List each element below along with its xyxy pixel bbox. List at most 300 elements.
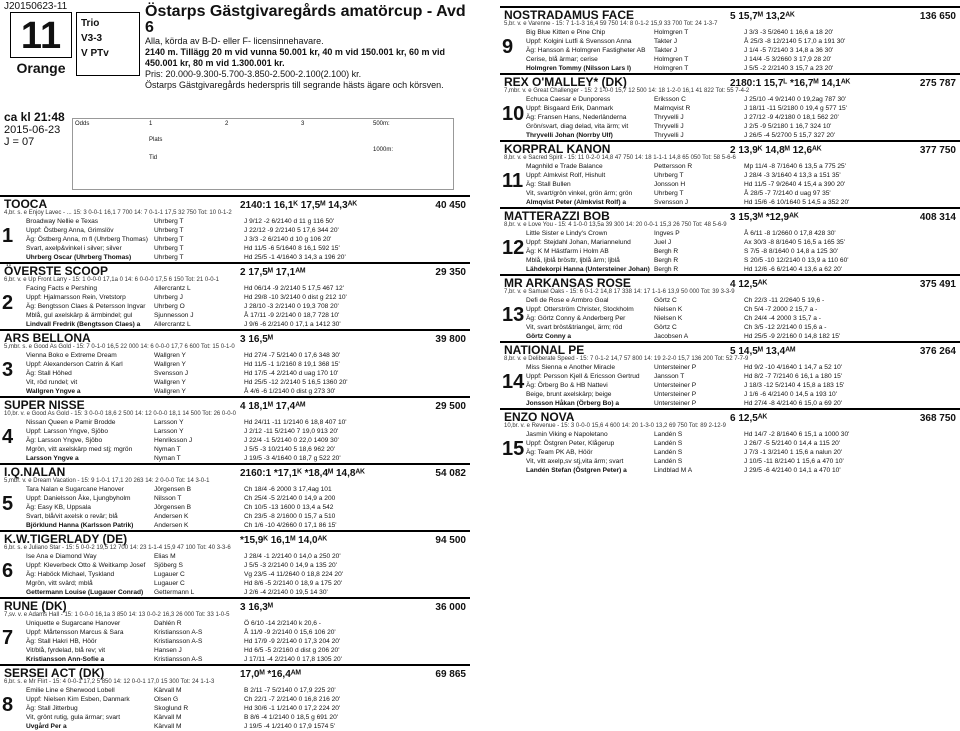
run-driver: Jansson T	[654, 373, 685, 380]
run-owner: Holmgren Tommy (Nilsson Lars I)	[526, 65, 632, 72]
run-owner: Almqvist Peter (Almkvist Rolf) a	[526, 199, 627, 206]
run-driver: Jacobsen A	[654, 333, 689, 340]
horse-record: 4 12,5ᴬᴷ	[730, 279, 768, 290]
plats-label: Plats	[149, 137, 163, 143]
run-driver: Ingves P	[654, 230, 680, 237]
run-info: J 26/7 -5 5/2140 0 14,4 a 115 20'	[744, 440, 841, 447]
run-driver: Holmgren T	[654, 56, 689, 63]
run-info: J 3/3 -2 6/2140 d 10 g 106 20'	[244, 236, 332, 243]
run-info: J 18/11 -11 5/2180 0 19,4 g 577 15'	[744, 105, 847, 112]
horse-pedigree: 5,br. v. e Varenne - 15: 7 1-1-3 16,4 59 750 14: 8 0-1-2 15,9 33 700 Tot: 24 1-3-7	[504, 21, 718, 27]
run-driver: Dahlén R	[154, 620, 182, 627]
run-info: Hd 30/6 -1 1/2140 0 17,2 224 20'	[244, 705, 341, 712]
m1000-label: 1000m:	[373, 147, 394, 153]
run-row	[504, 95, 960, 104]
odds-col-2: 2	[225, 121, 229, 127]
run-driver: Olsen G	[154, 696, 179, 703]
horse-header	[0, 396, 470, 410]
horse-entry	[500, 408, 960, 475]
horse-runs	[0, 619, 470, 664]
run-row	[4, 503, 470, 512]
horse-number: 8	[2, 694, 14, 716]
run-info: Hd 8/6 -5 2/2140 0 18,9 a 175 20'	[244, 580, 343, 587]
run-info: J 25/10 -4 9/2140 0 19,2ag 787 30'	[744, 96, 847, 103]
run-info: J 5/5 -2 2/2140 3 15,7 a 23 20'	[744, 65, 834, 72]
race-type-1: Trio	[81, 18, 100, 29]
run-info: Hd 8/2 -7 7/2140 6 16,1 a 180 15'	[744, 373, 843, 380]
start-time	[4, 110, 65, 148]
run-owner: Emilie Line e Sherwood Lobell	[26, 687, 115, 694]
horse-earnings: 94 500	[435, 535, 466, 546]
run-driver: Uhrberg T	[154, 254, 184, 261]
run-owner: Uppf: Alexanderson Catrin & Karl	[26, 361, 123, 368]
run-owner: Uppf: Kolgini Lutfi & Svensson Anna	[526, 38, 632, 45]
horse-entry	[0, 530, 470, 597]
run-row	[4, 293, 470, 302]
run-row	[4, 387, 470, 396]
run-owner: Tara Nalan e Sugarcane Hanover	[26, 486, 124, 493]
run-driver: Skoglund R	[154, 705, 189, 712]
run-row	[4, 226, 470, 235]
run-driver: Juel J	[654, 239, 672, 246]
run-owner: Uppf: Persson Kjell & Ericsson Gertrud	[526, 373, 640, 380]
run-info: J 19/5 -4 1/2140 0 17,9 1574 5'	[244, 723, 336, 730]
run-info: S 20/5 -10 12/2140 0 13,9 a 110 60'	[744, 257, 849, 264]
horse-earnings: 54 082	[435, 468, 466, 479]
horse-runs	[500, 229, 960, 274]
run-info: J 26/5 -4 5/2700 5 15,7 327 20'	[744, 132, 836, 139]
horse-entry	[0, 463, 470, 530]
run-row	[4, 311, 470, 320]
tid-label: Tid	[149, 155, 158, 161]
horse-name: ÖVERSTE SCOOP	[4, 264, 109, 278]
run-driver: Sjunnesson J	[154, 312, 194, 319]
run-owner: Jasmin Viking e Napoletano	[526, 431, 608, 438]
run-driver: Thryvelli J	[654, 132, 684, 139]
run-info: Ch 25/4 -5 2/2140 0 14,9 a 200	[244, 495, 336, 502]
horse-runs	[0, 552, 470, 597]
horse-earnings: 377 750	[919, 145, 956, 156]
run-info: J 14/4 -5 3/2660 3 17,9 28 20'	[744, 56, 832, 63]
horse-record: 2140:1 16,1ᴷ 17,5ᴹ 14,3ᴬᴷ	[240, 200, 358, 211]
horse-record: 2 17,5ᴹ 17,1ᴬᴹ	[240, 267, 306, 278]
horse-earnings: 69 865	[435, 669, 466, 680]
run-driver: Lugauer C	[154, 580, 185, 587]
run-row	[4, 445, 470, 454]
horse-name: NATIONAL PE	[504, 343, 585, 357]
run-owner: Big Blue Kitten e Pine Chip	[526, 29, 606, 36]
run-owner: Uppf: Larsson Yngve, Sjöbo	[26, 428, 108, 435]
run-driver: Untersteiner P	[654, 400, 697, 407]
horse-number: 11	[502, 170, 524, 192]
run-row	[4, 244, 470, 253]
run-driver: Görtz C	[654, 324, 677, 331]
run-row	[4, 235, 470, 244]
run-owner: Björklund Hanna (Karlsson Patrik)	[26, 522, 134, 529]
run-owner: Uppf: Kleverbeck Otto & Weitkamp Josef	[26, 562, 146, 569]
horse-pedigree: 6,br. v. e Up Front Larry - 15: 1 0-0-0 17,1a 0 14: 6 0-0-0 17,5 6 150 Tot: 21 0-0-1	[4, 277, 219, 283]
run-owner: Landén Stefan (Östgren Peter) a	[526, 467, 627, 474]
run-info: Ch 1/6 -10 4/2660 0 17,1 86 15'	[244, 522, 337, 529]
run-driver: Untersteiner P	[654, 364, 697, 371]
run-owner: Mgrön, vitt svärd; mblå	[26, 580, 93, 587]
run-row	[4, 588, 470, 597]
race-color: Orange	[16, 60, 66, 76]
horse-pedigree: 10,br. v. e Revenue - 15: 3 0-0-0 15,6 4 600 14: 20 1-3-0 13,2 69 750 Tot: 89 2-12-9	[504, 423, 726, 429]
run-driver: Uhrberg T	[654, 190, 684, 197]
run-owner: Uppf: Bisgaard Erik, Danmark	[526, 105, 614, 112]
race-line: Alla, körda av B-D- eller F- licensinnehavare.	[145, 36, 324, 46]
run-driver: Takter J	[654, 38, 678, 45]
run-info: J 28/4 -3 3/1640 4 13,3 a 151 35'	[744, 172, 841, 179]
horse-record: 5 15,7ᴹ 13,2ᴬᴷ	[730, 11, 795, 22]
run-owner: Cerise, blå ärmar; cerise	[526, 56, 598, 63]
run-row	[504, 430, 960, 439]
run-owner: Lindvall Fredrik (Bengtsson Claes) a	[26, 321, 141, 328]
run-info: Hd 11/5 -6 5/1640 8 16,1 592 15'	[244, 245, 340, 252]
run-info: Hd 9/2 -10 4/1640 1 14,7 a 52 10'	[744, 364, 843, 371]
run-row	[504, 162, 960, 171]
horse-number: 5	[2, 493, 14, 515]
run-row	[504, 381, 960, 390]
run-driver: Kärvall M	[154, 714, 182, 721]
run-driver: Kärvall M	[154, 687, 182, 694]
horse-earnings: 136 650	[919, 11, 956, 22]
run-info: Ch 18/4 -6 2000 3 17,4ag 101	[244, 486, 332, 493]
run-owner: Magnhild e Trade Balance	[526, 163, 603, 170]
run-driver: Elias M	[154, 553, 176, 560]
run-info: Hd 17/9 -9 2/2140 0 17,3 204 20'	[244, 638, 341, 645]
run-owner: Gettermann Louise (Lugauer Conrad)	[26, 589, 144, 596]
run-row	[4, 485, 470, 494]
race-line: Östarps Gästgivaregårds hederspris till segrande hästs ägare och körsven.	[145, 80, 444, 90]
run-owner: Ise Ana e Diamond Way	[26, 553, 97, 560]
run-info: J 18/3 -12 5/2140 4 15,8 a 183 15'	[744, 382, 845, 389]
run-driver: Kärvall M	[154, 723, 182, 730]
run-row	[504, 104, 960, 113]
run-driver: Uhrberg J	[154, 294, 183, 301]
run-row	[4, 427, 470, 436]
run-row	[504, 399, 960, 408]
horse-earnings: 376 264	[919, 346, 956, 357]
run-info: J 22/4 -1 5/2140 0 22,0 1409 30'	[244, 437, 339, 444]
run-info: J 19/5 -3 4/1640 0 18,7 g 522 20'	[244, 455, 341, 462]
run-row	[4, 722, 470, 731]
horse-header	[0, 195, 470, 209]
run-driver: Gettermann L	[154, 589, 195, 596]
run-row	[504, 305, 960, 314]
run-info: J 28/4 -1 2/2140 0 14,0 a 250 20'	[244, 553, 341, 560]
odds-label: Odds	[75, 121, 90, 127]
run-driver: Lindblad M A	[654, 467, 693, 474]
run-info: Hd 25/5 -1 4/1640 3 14,3 a 196 20'	[244, 254, 346, 261]
run-info: Hd 27/4 -8 4/2140 6 15,0 a 69 20'	[744, 400, 843, 407]
horse-pedigree: 7,br. v. e Samuel Oaks - 15: 6 0-1-2 14,8 17 338 14: 17 1-1-6 13,9 50 000 Tot: 39 3-3-9	[504, 289, 735, 295]
horse-name: RUNE (DK)	[4, 599, 67, 613]
horse-runs	[0, 485, 470, 530]
horse-pedigree: 8,br. v. e Deliberate Speed - 15: 7 0-1-2 14,7 57 800 14: 19 2-2-0 15,7 136 200 Tot: 52 7-7-9	[504, 356, 749, 362]
run-info: Å 4/6 -6 1/2140 0 dist g 273 30'	[244, 388, 336, 395]
horse-name: MATTERAZZI BOB	[504, 209, 610, 223]
run-row	[504, 113, 960, 122]
run-owner: Broadway Nellie e Texas	[26, 218, 99, 225]
run-driver: Uhrberg T	[654, 172, 684, 179]
horse-entry	[500, 6, 960, 73]
horse-record: *15,9ᴷ 16,1ᴹ 14,0ᴬᴷ	[240, 535, 328, 546]
run-row	[504, 131, 960, 140]
run-driver: Kristiansson A-S	[154, 638, 203, 645]
run-info: Ö 6/10 -14 2/2140 k 20,6 -	[244, 620, 321, 627]
race-type-box	[76, 12, 140, 76]
run-row	[4, 686, 470, 695]
run-info: Hd 6/5 -5 2/2160 d dist g 206 20'	[244, 647, 340, 654]
horse-name: KORPRAL KANON	[504, 142, 611, 156]
horse-runs	[500, 95, 960, 140]
horse-header	[500, 73, 960, 87]
odds-col-3: 3	[301, 121, 305, 127]
odds-grid	[72, 118, 454, 190]
run-row	[4, 494, 470, 503]
run-owner: Uppf: Almkvist Rolf, Hishult	[526, 172, 606, 179]
horse-pedigree: 10,br. v. e Good As Gold - 15: 3 0-0-0 18,6 2 500 14: 12 0-0-0 18,1 14 500 Tot: 26 0-0-0	[4, 411, 236, 417]
horse-runs	[0, 686, 470, 731]
run-owner: Äg: Stall Höhed	[26, 370, 72, 377]
horse-earnings: 36 000	[435, 602, 466, 613]
run-driver: Eriksson C	[654, 96, 686, 103]
run-row	[4, 320, 470, 329]
run-owner: Äg: Larsson Yngve, Sjöbo	[26, 437, 103, 444]
horse-header	[500, 6, 960, 20]
run-driver: Uhrberg T	[154, 236, 184, 243]
horse-header	[0, 597, 470, 611]
run-row	[4, 217, 470, 226]
horse-number: 15	[502, 438, 525, 460]
horse-number: 10	[502, 103, 525, 125]
horse-earnings: 275 787	[919, 78, 956, 89]
run-owner: Lähdekorpi Hanna (Untersteiner Johan)	[526, 266, 650, 273]
run-row	[4, 436, 470, 445]
horse-earnings: 368 750	[919, 413, 956, 424]
run-driver: Jonsson H	[654, 181, 686, 188]
run-info: Hd 14/7 -2 8/1640 6 15,1 a 1000 30'	[744, 431, 850, 438]
horse-record: 3 16,3ᴹ	[240, 602, 273, 613]
run-owner: Vit, grönt rutig, gula ärmar; svart	[26, 714, 121, 721]
run-row	[504, 198, 960, 207]
horse-entry	[0, 262, 470, 329]
horse-entry	[0, 195, 470, 262]
run-owner: Grön/svart, diag delad, vita ärm; vit	[526, 123, 629, 130]
run-owner: Vienna Boko e Extreme Dream	[26, 352, 117, 359]
race-type-3: V PTv	[81, 48, 109, 59]
run-owner: Uppf: Nielsen Kim Esben, Danmark	[26, 696, 130, 703]
run-owner: Beige, brunt axelskärp; beige	[526, 391, 612, 398]
horse-number: 3	[2, 359, 14, 381]
horse-runs	[0, 217, 470, 262]
run-row	[504, 247, 960, 256]
run-owner: Svart, axelp&vinkel i silver; silver	[26, 245, 122, 252]
run-driver: Sjöberg S	[154, 562, 183, 569]
run-row	[4, 579, 470, 588]
run-owner: Facing Facts e Pershing	[26, 285, 98, 292]
run-driver: Wallgren Y	[154, 379, 186, 386]
run-info: B 2/11 -7 5/2140 0 17,9 225 20'	[244, 687, 336, 694]
run-owner: Uhrberg Oscar (Uhrberg Thomas)	[26, 254, 132, 261]
run-driver: Bergh R	[654, 248, 679, 255]
horse-earnings: 408 314	[919, 212, 956, 223]
run-info: J 3/3 -3 5/2640 1 16,6 a 18 20'	[744, 29, 834, 36]
run-driver: Untersteiner P	[654, 391, 697, 398]
horse-record: 3 16,5ᴹ	[240, 334, 273, 345]
horse-pedigree: 7,mbr. v. e Great Challenger - 15: 2 1-0-0 15,7 12 500 14: 18 1-2-0 16,1 41 822 Tot: 55 7-4-2	[504, 88, 750, 94]
run-row	[4, 637, 470, 646]
run-owner: Mblå, gul axelskärp & ärmbindel; gul	[26, 312, 133, 319]
run-driver: Untersteiner P	[654, 382, 697, 389]
run-driver: Takter J	[654, 47, 678, 54]
run-row	[504, 55, 960, 64]
run-owner: Uppf: Östberg Anna, Grimslöv	[26, 227, 114, 234]
run-info: J 5/5 -3 10/2140 5 18,6 962 20'	[244, 446, 336, 453]
run-owner: Svart, blå/vit axelsk o revär; blå	[26, 513, 118, 520]
run-driver: Nyman T	[154, 446, 181, 453]
run-info: Hd 25/5 -9 2/2160 0 14,8 182 15'	[744, 333, 841, 340]
run-info: S 7/5 -8 8/1640 0 14,8 a 125 30'	[744, 248, 839, 255]
horse-number: 4	[2, 426, 14, 448]
run-owner: Larsson Yngve a	[26, 455, 79, 462]
page-id: J20150623-11	[4, 1, 68, 12]
run-info: Hd 27/4 -7 5/2140 0 17,6 348 30'	[244, 352, 341, 359]
run-row	[504, 448, 960, 457]
run-row	[504, 314, 960, 323]
run-row	[4, 521, 470, 530]
run-row	[504, 457, 960, 466]
run-owner: Uppf: Östgren Peter, Klågerup	[526, 440, 615, 447]
run-info: Ax 30/3 -8 8/1640 5 16,5 a 165 35'	[744, 239, 845, 246]
run-driver: Bergh R	[654, 266, 679, 273]
run-info: Ch 10/5 -13 1600 0 13,4 a 542	[244, 504, 334, 511]
run-driver: Jörgensen B	[154, 486, 192, 493]
run-info: J 2/12 -11 5/2140 7 19,0 913 20'	[244, 428, 339, 435]
horse-record: 17,0ᴹ *16,4ᴬᴹ	[240, 669, 301, 680]
horse-earnings: 39 800	[435, 334, 466, 345]
horse-runs	[0, 418, 470, 463]
horse-entry	[0, 396, 470, 463]
run-driver: Andersen K	[154, 513, 189, 520]
horse-earnings: 29 500	[435, 401, 466, 412]
horse-number: 6	[2, 560, 14, 582]
run-info: J 9/6 -6 2/2140 0 17,1 a 1412 30'	[244, 321, 341, 328]
run-owner: Kristiansson Ann-Sofie a	[26, 656, 105, 663]
run-row	[4, 655, 470, 664]
run-row	[504, 28, 960, 37]
run-info: Å 17/11 -9 2/2140 0 18,7 728 10'	[244, 312, 340, 319]
horse-runs	[0, 284, 470, 329]
run-row	[504, 372, 960, 381]
horse-entry	[500, 274, 960, 341]
run-driver: Pettersson R	[654, 163, 693, 170]
run-row	[4, 418, 470, 427]
horse-name: MR ARKANSAS ROSE	[504, 276, 631, 290]
run-owner: Uvgård Per a	[26, 723, 67, 730]
run-owner: Vit, röd rundel; vit	[26, 379, 78, 386]
horse-number: 1	[2, 225, 14, 247]
run-info: J 29/5 -6 4/2140 0 14,1 a 470 10'	[744, 467, 841, 474]
run-info: Å 11/9 -9 2/2140 0 15,6 106 20'	[244, 629, 336, 636]
run-owner: Äg: Fransen Hans, Nederländerna	[526, 114, 627, 121]
run-info: Ch 22/3 -11 2/2640 5 19,6 -	[744, 297, 825, 304]
run-row	[504, 229, 960, 238]
run-owner: Äg: Görtz Conny & Anderberg Per	[526, 315, 626, 322]
run-row	[504, 323, 960, 332]
run-row	[504, 265, 960, 274]
horse-earnings: 29 350	[435, 267, 466, 278]
run-row	[4, 552, 470, 561]
run-driver: Nielsen K	[654, 315, 683, 322]
run-owner: Nissan Queen e Pamir Brodde	[26, 419, 116, 426]
run-row	[4, 360, 470, 369]
run-owner: Äg: Bengtsson Claes & Petersson Ingvar	[26, 303, 146, 310]
run-info: Hd 29/8 -10 3/2140 0 dist g 212 10'	[244, 294, 347, 301]
run-info: Å 6/11 -8 1/2660 0 17,8 428 30'	[744, 230, 836, 237]
run-driver: Uhrberg O	[154, 303, 185, 310]
run-driver: Holmgren T	[654, 29, 689, 36]
horse-name: ARS BELLONA	[4, 331, 91, 345]
run-driver: Thryvelli J	[654, 114, 684, 121]
run-owner: Äg: Easy KB, Uppsala	[26, 504, 91, 511]
race-info	[145, 4, 475, 91]
run-row	[4, 570, 470, 579]
run-row	[504, 256, 960, 265]
horse-runs	[500, 162, 960, 207]
run-owner: Äg: Stall Hakri HB, Höör	[26, 638, 97, 645]
run-owner: Mgrön, vitt axelskärp med stj; mgrön	[26, 446, 133, 453]
run-row	[4, 253, 470, 262]
start-date: 2015-06-23	[4, 124, 61, 136]
horse-number: 14	[502, 371, 525, 393]
horse-runs	[500, 296, 960, 341]
horse-entry	[500, 341, 960, 408]
horse-record: 2 13,9ᴷ 14,8ᴹ 12,6ᴬᴷ	[730, 145, 822, 156]
run-row	[4, 646, 470, 655]
run-driver: Nielsen K	[654, 306, 683, 313]
run-row	[4, 351, 470, 360]
horse-earnings: 375 491	[919, 279, 956, 290]
run-owner: Thryvelli Johan (Norrby Ulf)	[526, 132, 613, 139]
run-info: Hd 25/5 -12 2/2140 5 16,5 1360 20'	[244, 379, 348, 386]
horse-record: 4 18,1ᴹ 17,4ᴬᴹ	[240, 401, 306, 412]
run-info: Mp 11/4 -8 7/1640 6 13,5 a 775 25'	[744, 163, 846, 170]
run-row	[504, 171, 960, 180]
horse-header	[500, 408, 960, 422]
run-driver: Landén S	[654, 440, 683, 447]
run-info: Å 28/5 -7 7/2140 d uag 97 35'	[744, 190, 831, 197]
horse-entry	[0, 597, 470, 664]
m500-label: 500m:	[373, 121, 390, 127]
horse-header	[500, 274, 960, 288]
race-number: 11	[10, 12, 72, 58]
run-info: J 2/5 -9 5/2180 1 16,7 324 10'	[744, 123, 832, 130]
horse-runs	[500, 430, 960, 475]
run-row	[504, 466, 960, 475]
run-owner: Äg: K M Hästfarm i Holm AB	[526, 248, 609, 255]
run-info: J 7/3 -1 3/2140 1 15,6 a nalun 20'	[744, 449, 843, 456]
run-owner: Äg: Stall Bullen	[526, 181, 571, 188]
run-info: B 8/6 -4 1/2140 0 18,5 g 691 20'	[244, 714, 339, 721]
run-info: J 17/11 -4 2/2140 0 17,8 1305 20'	[244, 656, 342, 663]
run-driver: Nilsson T	[154, 495, 182, 502]
run-owner: Miss Sienna e Another Miracle	[526, 364, 616, 371]
run-row	[4, 695, 470, 704]
horse-pedigree: 8,br. v. e Sacred Spirit - 15: 11 0-2-0 14,8 47 750 14: 18 1-1-1 14,8 65 050 Tot: 58 5-6-6	[504, 155, 736, 161]
